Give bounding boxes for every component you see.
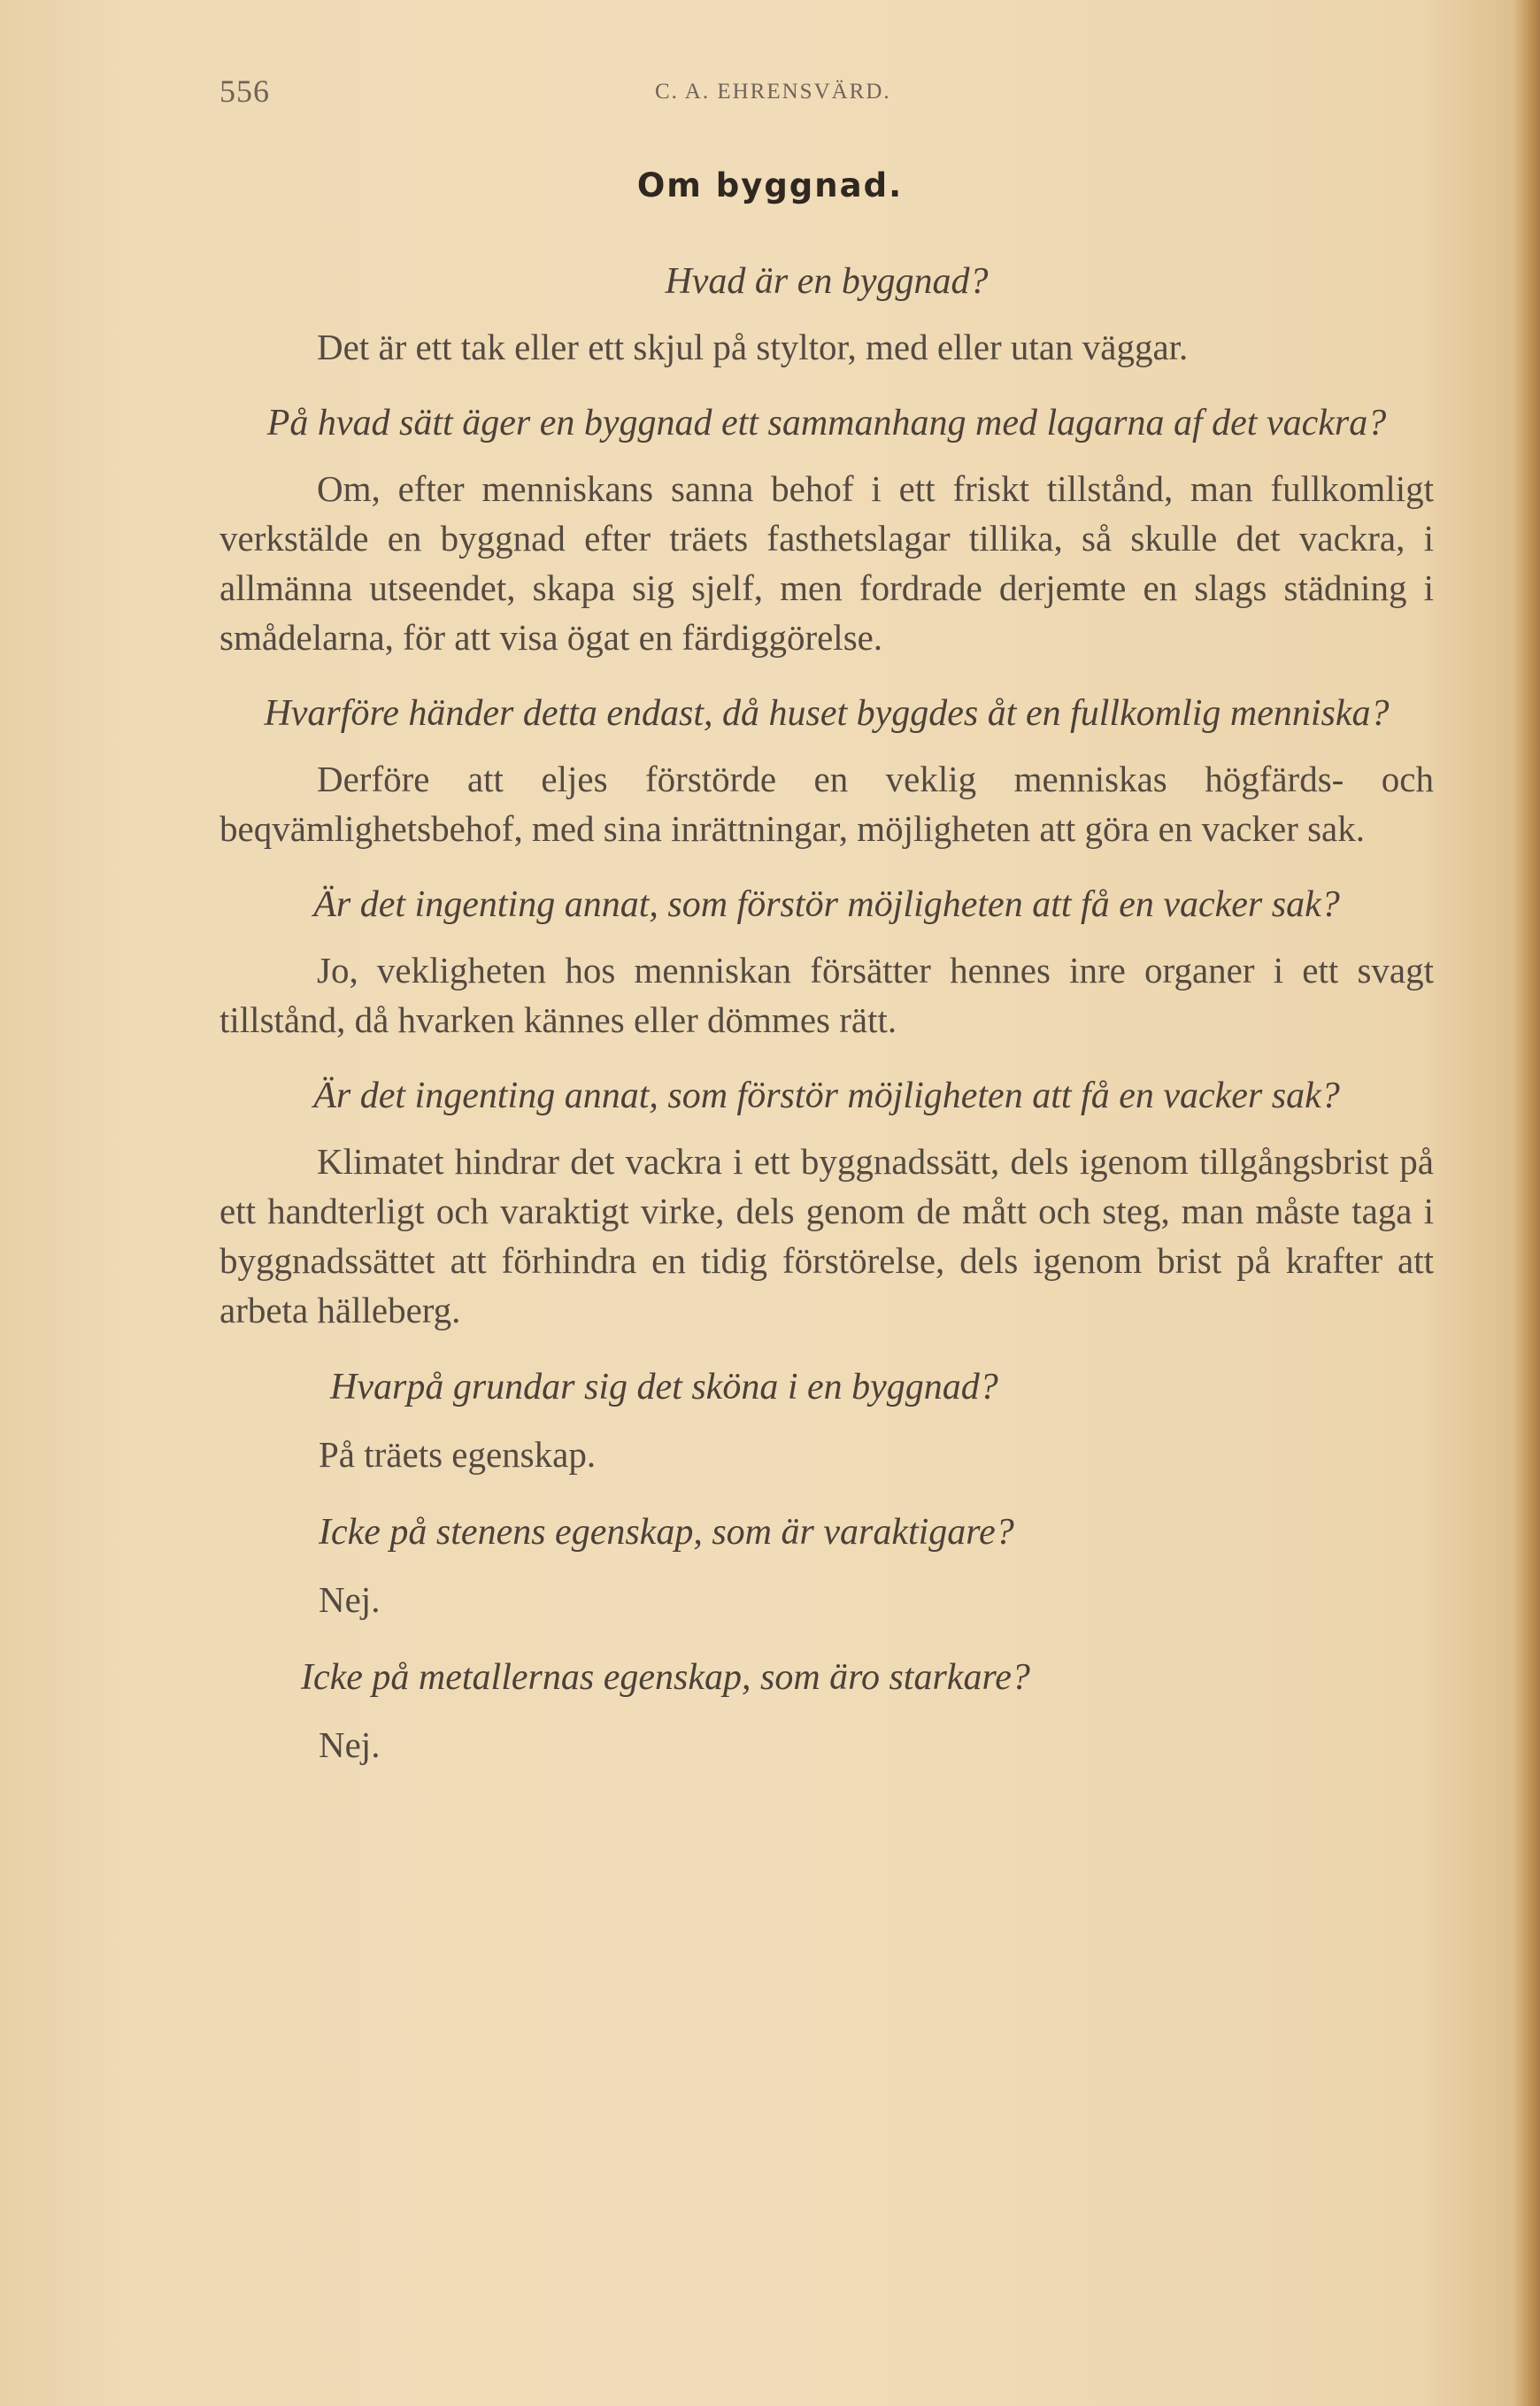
answer-3: Derföre att eljes förstörde en veklig menniskas högfärds- och beqvämlighetsbehof, med sina inrättningar, möjligheten att göra en vacker sak.: [219, 759, 1434, 849]
page-header: [0, 73, 1540, 108]
answer-8: Nej.: [319, 1724, 381, 1765]
text-body: [219, 257, 1434, 1770]
question-4: Är det ingenting annat, som förstör möjligheten att få en vacker sak?: [313, 884, 1340, 925]
question-5: Är det ingenting annat, som förstör möjligheten att få en vacker sak?: [313, 1076, 1340, 1116]
question-6: Hvarpå grundar sig det sköna i en byggnad?: [330, 1367, 998, 1407]
section-title: Om byggnad.: [636, 166, 904, 204]
answer-2: Om, efter menniskans sanna behof i ett friskt tillstånd, man fullkomligt verkstälde en byggnad efter träets fasthetslagar tillika, så skulle det vackra, i allmänna utseendet, skapa sig sjelf, men fordrade derjemte en slags städning i smådelarna, för att visa ögat en färdiggörelse.: [219, 468, 1434, 658]
question-2: På hvad sätt äger en byggnad ett sammanhang med lagarna af det vackra?: [266, 403, 1387, 443]
answer-1: Det är ett tak eller ett skjul på styltor, med eller utan väggar.: [317, 327, 1189, 367]
question-1: Hvad är en byggnad?: [665, 261, 989, 302]
question-3: Hvarföre händer detta endast, då huset byggdes åt en fullkomlig menniska?: [264, 693, 1390, 734]
answer-5: Klimatet hindrar det vackra i ett byggnadssätt, dels igenom tillgångsbrist på ett handterligt och varaktigt virke, dels genom de mått och steg, man måste taga i byggnadssättet att förhindra en tidig förstörelse, dels igenom brist på krafter att arbeta hälleberg.: [219, 1141, 1434, 1330]
page-edge: [1513, 0, 1540, 2406]
answer-7: Nej.: [319, 1579, 381, 1620]
running-head: C. A. EHRENSVÄRD.: [655, 80, 891, 104]
question-8: Icke på metallernas egenskap, som äro starkare?: [301, 1657, 1030, 1698]
page-number: 556: [219, 73, 270, 109]
answer-4: Jo, vekligheten hos menniskan försätter hennes inre organer i ett svagt tillstånd, då hvarken kännes eller dömmes rätt.: [219, 950, 1434, 1040]
question-7: Icke på stenens egenskap, som är varaktigare?: [319, 1512, 1014, 1553]
answer-6: På träets egenskap.: [319, 1434, 597, 1475]
